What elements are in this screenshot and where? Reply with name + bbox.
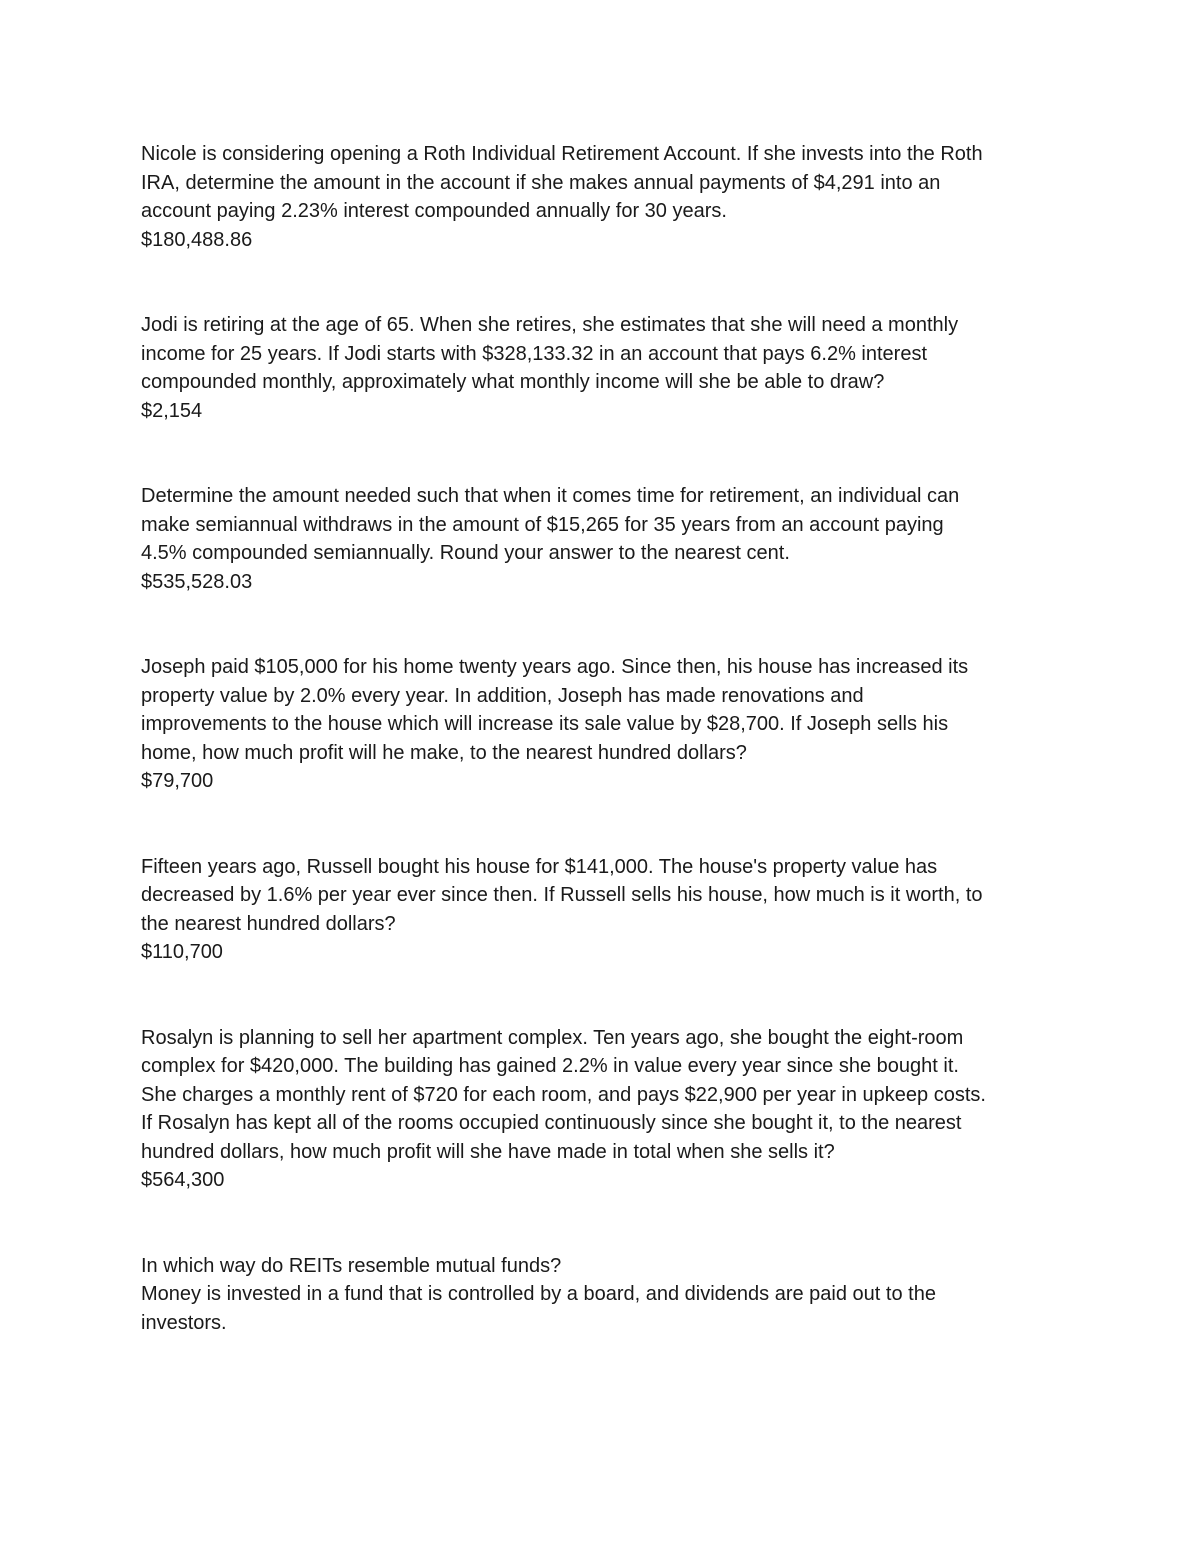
answer-line: $2,154 — [141, 399, 203, 422]
question-line: income for 25 years. If Jodi starts with $328,133.32 in an account that pays 6.2% interest — [141, 342, 927, 365]
question-line: Rosalyn is planning to sell her apartment complex. Ten years ago, she bought the eight-room — [141, 1026, 964, 1049]
question-line: property value by 2.0% every year. In addition, Joseph has made renovations and — [141, 684, 864, 707]
answer-line: $180,488.86 — [141, 228, 253, 251]
question-line: In which way do REITs resemble mutual funds? — [141, 1254, 562, 1277]
question-line: Nicole is considering opening a Roth Individual Retirement Account. If she invests into the Roth — [141, 143, 983, 165]
qa-block-5 — [141, 853, 1061, 967]
question-line: the nearest hundred dollars? — [141, 912, 396, 935]
question-line: If Rosalyn has kept all of the rooms occupied continuously since she bought it, to the nearest — [141, 1112, 962, 1134]
question-line: complex for $420,000. The building has gained 2.2% in value every year since she bought it. — [141, 1055, 959, 1077]
answer-line: investors. — [141, 1311, 227, 1334]
question-line: Fifteen years ago, Russell bought his house for $141,000. The house's property value has — [141, 855, 938, 878]
qa-block-6 — [141, 1024, 1061, 1195]
question-line: compounded monthly, approximately what monthly income will she be able to draw? — [141, 371, 885, 393]
answer-line: $79,700 — [141, 770, 214, 792]
answer-line: Money is invested in a fund that is controlled by a board, and dividends are paid out to the — [141, 1283, 936, 1305]
document-content — [141, 140, 1061, 1394]
question-line: home, how much profit will he make, to the nearest hundred dollars? — [141, 741, 747, 764]
question-line: improvements to the house which will increase its sale value by $28,700. If Joseph sells his — [141, 713, 949, 735]
question-line: account paying 2.23% interest compounded annually for 30 years. — [141, 200, 727, 222]
qa-block-3 — [141, 482, 1061, 596]
question-line: hundred dollars, how much profit will she have made in total when she sells it? — [141, 1140, 835, 1163]
answer-line: $535,528.03 — [141, 570, 253, 593]
question-line: She charges a monthly rent of $720 for each room, and pays $22,900 per year in upkeep costs. — [141, 1083, 986, 1106]
answer-line: $564,300 — [141, 1169, 225, 1191]
question-line: Joseph paid $105,000 for his home twenty years ago. Since then, his house has increased its — [141, 656, 969, 678]
question-line: Determine the amount needed such that when it comes time for retirement, an individual can — [141, 485, 960, 507]
qa-block-1 — [141, 140, 1061, 254]
question-line: Jodi is retiring at the age of 65. When she retires, she estimates that she will need a monthly — [141, 314, 959, 336]
qa-block-7 — [141, 1252, 1061, 1338]
qa-block-2 — [141, 311, 1061, 425]
qa-block-4 — [141, 653, 1061, 796]
answer-line: $110,700 — [141, 941, 223, 963]
question-line: decreased by 1.6% per year ever since then. If Russell sells his house, how much is it worth, to — [141, 884, 983, 906]
question-line: 4.5% compounded semiannually. Round your answer to the nearest cent. — [141, 542, 790, 564]
question-line: IRA, determine the amount in the account if she makes annual payments of $4,291 into an — [141, 171, 941, 194]
question-line: make semiannual withdraws in the amount of $15,265 for 35 years from an account paying — [141, 513, 944, 536]
